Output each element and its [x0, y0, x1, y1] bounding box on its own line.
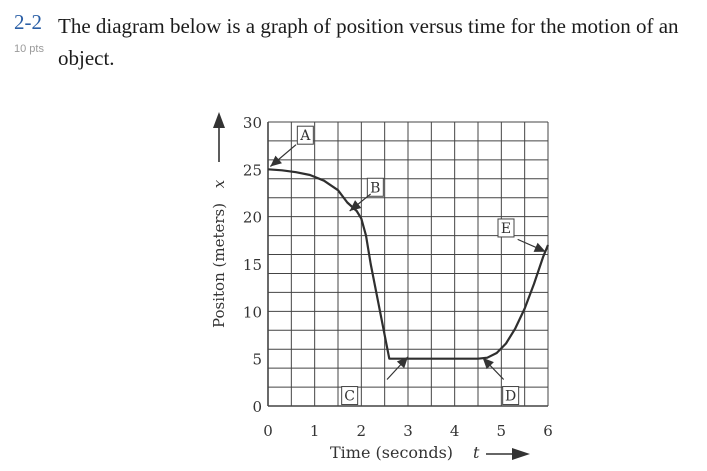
y-tick-label: 15: [242, 256, 262, 274]
y-tick-label: 0: [252, 398, 262, 416]
x-tick-label: 0: [263, 422, 273, 440]
question-number: 2-2: [14, 10, 42, 34]
arrowhead-icon: [270, 156, 282, 167]
x-axis-label: Time (seconds): [330, 443, 454, 462]
point-label-b: B: [370, 180, 381, 197]
point-label-e: E: [500, 220, 512, 237]
question-text: The diagram below is a graph of position versus time for the motion of an object.: [58, 14, 679, 70]
grid: [268, 122, 548, 406]
y-tick-label: 5: [252, 350, 262, 369]
x-axis-symbol: t: [473, 443, 480, 462]
y-tick-label: 20: [242, 208, 262, 227]
point-label-c: C: [344, 388, 356, 405]
x-tick-label: 2: [356, 422, 367, 440]
question-points: 10 pts: [14, 43, 44, 55]
x-axis-arrow-icon: [486, 448, 530, 460]
x-tick-label: 6: [543, 422, 553, 440]
x-tick-label: 5: [496, 422, 507, 440]
y-axis-symbol: x: [210, 179, 228, 189]
y-tick-label: 25: [242, 161, 262, 180]
y-tick-label: 30: [242, 114, 262, 132]
y-axis-arrow-icon: [213, 112, 225, 162]
position-time-figure: [196, 100, 576, 470]
position-time-graph: [196, 100, 576, 470]
y-tick-label: 10: [242, 303, 262, 322]
x-tick-label: 1: [309, 422, 320, 440]
point-label-a: A: [300, 128, 311, 145]
point-label-d: D: [505, 388, 517, 405]
x-tick-label: 3: [403, 422, 413, 440]
y-axis-label: Positon (meters): [210, 202, 228, 328]
x-tick-label: 4: [449, 422, 460, 440]
